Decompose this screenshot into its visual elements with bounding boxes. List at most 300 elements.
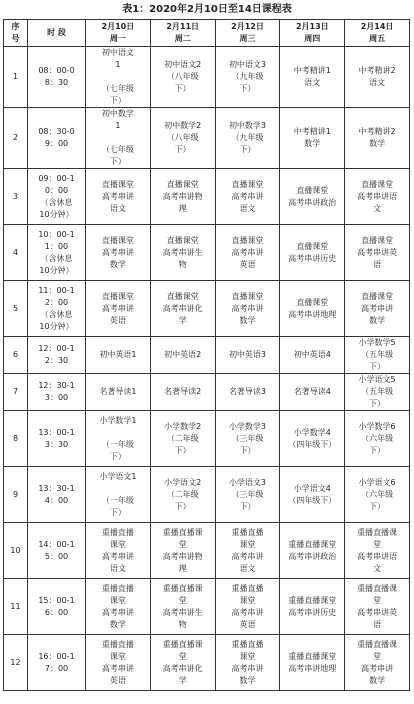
header-no (4, 20, 28, 47)
course-line (88, 483, 148, 495)
time-slot-line: 10：00-1 (38, 229, 75, 239)
course-line: 直播课堂 (361, 235, 394, 245)
table-row (4, 337, 410, 374)
course-line: 下） (174, 501, 191, 511)
course-line: 名著导读2 (164, 387, 202, 396)
course-line: 数学 (304, 139, 321, 148)
course-cell (280, 169, 345, 225)
course-line: 小学语文1 (99, 471, 137, 481)
course-line: 下） (369, 362, 386, 371)
time-slot-line: 13：00-1 (38, 427, 75, 437)
time-slot-line: （含休息 (40, 309, 73, 319)
course-line: 重播直播课 (357, 527, 398, 537)
course-line: 下） (174, 445, 191, 455)
header-day (280, 20, 345, 47)
course-line: 下） (174, 84, 191, 93)
course-cell (280, 225, 345, 281)
course-cell (345, 169, 410, 225)
course-line: 名著导读3 (228, 387, 267, 396)
course-line: 高考串讲 (101, 607, 134, 617)
time-slot-line: 5：00 (44, 551, 69, 561)
course-line: （六年级 (361, 433, 394, 443)
course-line: 初中语文2 (164, 60, 202, 69)
course-line: 重播直播 (101, 583, 134, 593)
course-cell (280, 523, 345, 579)
course-line: 高考串讲 (101, 247, 134, 257)
course-line: 中考精讲1 (293, 66, 331, 75)
course-cell (215, 374, 280, 411)
course-line: 语 (373, 619, 382, 629)
course-cell (86, 281, 151, 337)
row-number: 2 (4, 108, 28, 169)
course-line: 堂 (178, 595, 187, 605)
table-row (4, 635, 410, 691)
time-slot-line: 08：30-0 (38, 127, 75, 136)
time-slot (28, 225, 86, 281)
course-line: 堂 (373, 539, 382, 549)
course-line: 数学 (369, 675, 386, 685)
course-cell (86, 169, 151, 225)
course-line: 语文 (109, 203, 126, 213)
course-line: 下） (369, 399, 386, 408)
course-line: 重播直播 (231, 527, 264, 537)
time-slot-line: 13：30-1 (38, 483, 75, 493)
course-line: 堂 (178, 539, 187, 549)
course-cell (150, 635, 215, 691)
course-line: 高考串讲 (101, 663, 134, 673)
course-cell (215, 635, 280, 691)
header-date: 2月10日 (101, 22, 135, 31)
course-line: （四年级下） (288, 439, 337, 449)
course-line: 重播直播课 (162, 527, 203, 537)
course-cell (215, 579, 280, 635)
course-cell (86, 523, 151, 579)
course-line: （三年级 (231, 489, 264, 499)
header-no-line: 号 (11, 34, 20, 43)
row-number: 5 (4, 281, 28, 337)
course-line: 直播课堂 (166, 179, 199, 189)
header-time-label: 时 段 (47, 28, 66, 37)
course-cell (150, 337, 215, 374)
table-title: 表1：2020年2月10日至14日课程表 (122, 4, 292, 15)
course-line: 初中英语2 (164, 350, 202, 359)
time-slot-line: 6：00 (44, 607, 69, 617)
header-day (86, 20, 151, 47)
time-slot (28, 281, 86, 337)
course-cell (345, 635, 410, 691)
row-number: 6 (4, 337, 28, 374)
time-slot (28, 169, 86, 225)
course-cell (86, 108, 151, 169)
course-line: 课堂 (109, 651, 126, 661)
course-line: 下） (239, 84, 256, 93)
course-line: 直播课堂 (296, 297, 329, 307)
course-line: 下） (109, 157, 126, 166)
course-line: 直播课堂 (231, 291, 264, 301)
course-cell (345, 225, 410, 281)
course-line: （一年级 (101, 495, 134, 505)
course-line: 高考串讲 (361, 663, 394, 673)
course-line: 高考串讲化 (162, 303, 203, 313)
course-line: 高考串讲 (231, 191, 264, 201)
course-line: 初中语文 (101, 48, 134, 57)
course-line (88, 132, 148, 144)
course-line: 下） (239, 445, 256, 455)
course-cell (86, 467, 151, 523)
course-cell (345, 337, 410, 374)
course-line: （二年级 (166, 489, 199, 499)
time-slot-line: 14：00-1 (38, 539, 75, 549)
header-weekday: 周五 (369, 34, 386, 43)
course-cell (150, 374, 215, 411)
course-line: 高考串讲 (101, 551, 134, 561)
time-slot (28, 374, 86, 411)
time-slot-line: 11：00-1 (38, 285, 75, 295)
course-line: 高考串讲 (231, 551, 264, 561)
course-cell (215, 281, 280, 337)
course-cell (150, 281, 215, 337)
course-line: 高考串讲历史 (288, 253, 337, 263)
course-line: 理 (178, 563, 187, 573)
course-line: （二年级 (166, 433, 199, 443)
table-row (4, 225, 410, 281)
course-line: 小学语文5 (358, 375, 396, 384)
course-line: 学 (178, 315, 187, 325)
course-line: 语文 (239, 203, 256, 213)
course-line: 高考串讲生 (162, 247, 203, 257)
course-line: 课堂 (239, 651, 256, 661)
course-line: 重播直播课堂 (288, 595, 337, 605)
time-slot-line: 10分钟） (39, 321, 74, 331)
row-number: 8 (4, 411, 28, 467)
course-line: 下） (109, 96, 126, 105)
course-cell (280, 47, 345, 108)
course-cell (280, 374, 345, 411)
course-line: 高考串讲英 (357, 607, 398, 617)
course-cell (280, 411, 345, 467)
course-line: 高考串讲生 (162, 607, 203, 617)
schedule-body (4, 47, 410, 691)
course-line: （八年级 (166, 133, 199, 142)
header-weekday: 周一 (109, 34, 126, 43)
course-line: 小学数学2 (164, 421, 202, 431)
course-line: 重播直播课 (357, 583, 398, 593)
time-slot (28, 635, 86, 691)
course-cell (215, 467, 280, 523)
row-number: 4 (4, 225, 28, 281)
course-line: 高考串讲化 (162, 663, 203, 673)
course-line: 课堂 (109, 595, 126, 605)
course-line: 英语 (239, 619, 256, 629)
course-line: 高考串讲历史 (288, 607, 337, 617)
course-cell (150, 108, 215, 169)
course-line: 下） (109, 451, 126, 461)
course-line: 下） (109, 507, 126, 517)
time-slot-line: 10分钟） (39, 209, 74, 219)
course-line: 重播直播课 (162, 639, 203, 649)
time-slot-line: 08：00-0 (38, 66, 75, 75)
course-line: 物 (178, 259, 187, 269)
course-line: 堂 (178, 651, 187, 661)
course-line: 小学语文3 (228, 477, 267, 487)
header-weekday: 周三 (239, 34, 256, 43)
course-line: 重播直播课堂 (288, 651, 337, 661)
course-line: 数学 (109, 259, 126, 269)
table-row (4, 374, 410, 411)
course-cell (215, 169, 280, 225)
course-line: 高考串讲物 (162, 191, 203, 201)
course-line: 高考串讲语 (357, 551, 398, 561)
course-line: 英语 (109, 315, 126, 325)
time-slot-line: 3：30 (44, 439, 69, 449)
course-line: 直播课堂 (101, 235, 134, 245)
course-line: 语 (373, 259, 382, 269)
course-line: 数学 (369, 315, 386, 325)
course-cell (345, 374, 410, 411)
course-cell (345, 108, 410, 169)
course-line: 小学数学1 (99, 415, 137, 425)
header-day (215, 20, 280, 47)
course-cell (215, 523, 280, 579)
course-line: （八年级 (166, 72, 199, 81)
schedule-table (3, 19, 410, 691)
course-line: 直播课堂 (296, 185, 329, 195)
row-number: 10 (4, 523, 28, 579)
course-line: 重播直播课 (162, 583, 203, 593)
course-line: 重播直播 (101, 639, 134, 649)
header-day (150, 20, 215, 47)
header-row (4, 20, 410, 47)
course-line: 高考串讲语 (357, 191, 398, 201)
course-line: 高考串讲物 (162, 551, 203, 561)
course-cell (150, 169, 215, 225)
course-line: （九年级 (231, 72, 264, 81)
course-line: 理 (178, 203, 187, 213)
course-line: 直播课堂 (166, 291, 199, 301)
course-cell (86, 579, 151, 635)
course-line: 直播课堂 (101, 179, 134, 189)
course-line: 重播直播课 (357, 639, 398, 649)
course-line: （九年级 (231, 133, 264, 142)
table-row (4, 411, 410, 467)
row-number: 12 (4, 635, 28, 691)
course-line: （三年级 (231, 433, 264, 443)
row-number: 3 (4, 169, 28, 225)
course-line: 高考串讲 (231, 303, 264, 313)
table-row (4, 108, 410, 169)
course-cell (86, 225, 151, 281)
course-line: 下） (369, 445, 386, 455)
time-slot-line: 12：30-1 (38, 381, 75, 390)
row-number: 9 (4, 467, 28, 523)
course-line: 高考串讲 (231, 607, 264, 617)
course-cell (345, 47, 410, 108)
time-slot-line: 10分钟） (39, 265, 74, 275)
course-cell (150, 47, 215, 108)
course-line: 数学 (239, 675, 256, 685)
time-slot (28, 337, 86, 374)
course-line (88, 71, 148, 83)
course-line: 堂 (373, 595, 382, 605)
course-cell (86, 635, 151, 691)
course-line: 高考串讲政治 (288, 197, 337, 207)
course-line: （七年级 (101, 145, 134, 154)
time-slot (28, 47, 86, 108)
course-line: 小学语文2 (164, 477, 202, 487)
course-cell (215, 225, 280, 281)
course-cell (345, 523, 410, 579)
time-slot (28, 467, 86, 523)
table-row (4, 579, 410, 635)
course-line: 高考串讲 (361, 303, 394, 313)
header-day (345, 20, 410, 47)
header-no-line: 序 (11, 22, 20, 31)
row-number: 11 (4, 579, 28, 635)
course-line: 中考精讲1 (293, 127, 331, 136)
course-cell (86, 374, 151, 411)
table-row (4, 281, 410, 337)
course-line: 语文 (304, 78, 321, 87)
time-slot-line: 0：00 (44, 185, 69, 195)
course-line: 下） (239, 501, 256, 511)
time-slot-line: 7：00 (44, 663, 69, 673)
course-line: 数学 (109, 619, 126, 629)
course-line: 直播课堂 (166, 235, 199, 245)
course-line: （六年级 (361, 489, 394, 499)
time-slot-line: 1：00 (44, 241, 69, 251)
course-line: 学 (178, 675, 187, 685)
time-slot-line: 8：30 (44, 78, 69, 87)
course-line: 语文 (109, 563, 126, 573)
course-line: （四年级下） (288, 495, 337, 505)
time-slot-line: 9：00 (44, 139, 69, 148)
course-line: 堂 (373, 651, 382, 661)
course-cell (150, 411, 215, 467)
course-line: 直播课堂 (101, 291, 134, 301)
course-cell (280, 467, 345, 523)
course-line: 初中英语4 (293, 350, 331, 359)
course-line: 小学数学3 (228, 421, 267, 431)
course-line: 英语 (109, 675, 126, 685)
time-slot (28, 579, 86, 635)
course-line: 初中语文3 (228, 60, 267, 69)
table-row (4, 467, 410, 523)
course-cell (215, 108, 280, 169)
course-line: 高考串讲地理 (288, 663, 337, 673)
header-date: 2月13日 (295, 22, 329, 31)
time-slot (28, 523, 86, 579)
course-line: （五年级 (361, 387, 394, 396)
course-line: 高考串讲 (101, 303, 134, 313)
course-line: 文 (373, 563, 382, 573)
course-cell (150, 523, 215, 579)
table-row (4, 47, 410, 108)
header-date: 2月12日 (231, 22, 264, 31)
course-line: 中考精讲2 (358, 66, 396, 75)
course-line: 直播课堂 (231, 235, 264, 245)
course-line: 初中英语1 (99, 350, 137, 359)
course-line: （七年级 (101, 84, 134, 93)
course-line: 小学数学5 (358, 338, 396, 347)
header-weekday: 周四 (304, 34, 321, 43)
course-line: 中考精讲2 (358, 127, 396, 136)
course-line (88, 427, 148, 439)
course-line: 高考串讲 (101, 191, 134, 201)
header-weekday: 周二 (174, 34, 191, 43)
time-slot-line: 3：00 (44, 393, 69, 402)
table-row (4, 523, 410, 579)
course-line: 初中英语3 (228, 350, 267, 359)
course-cell (86, 337, 151, 374)
time-slot (28, 108, 86, 169)
course-cell (215, 47, 280, 108)
course-line: 名著导读1 (99, 387, 137, 396)
course-cell (280, 337, 345, 374)
course-line: 小学语文6 (358, 477, 396, 487)
course-line: 高考串讲政治 (288, 551, 337, 561)
course-line: 高考串讲英 (357, 247, 398, 257)
course-line: 直播课堂 (231, 179, 264, 189)
row-number: 1 (4, 47, 28, 108)
course-cell (345, 281, 410, 337)
course-line: 小学语文4 (293, 483, 331, 493)
course-line: 重播直播 (231, 583, 264, 593)
course-line: 数学 (239, 315, 256, 325)
time-slot-line: 2：30 (44, 356, 69, 365)
course-cell (280, 579, 345, 635)
table-row (4, 169, 410, 225)
time-slot-line: 4：00 (44, 495, 69, 505)
time-slot-line: （含休息 (40, 253, 73, 263)
course-line: 重播直播 (231, 639, 264, 649)
header-date: 2月11日 (166, 22, 200, 31)
header-date: 2月14日 (360, 22, 394, 31)
course-line: 1 (115, 60, 121, 69)
course-cell (150, 467, 215, 523)
course-line: 文 (373, 203, 382, 213)
course-cell (280, 108, 345, 169)
time-slot (28, 411, 86, 467)
row-number: 7 (4, 374, 28, 411)
course-cell (280, 635, 345, 691)
time-slot-line: 2：00 (44, 297, 69, 307)
time-slot-line: 15：00-1 (38, 595, 75, 605)
course-line: 直播课堂 (361, 291, 394, 301)
course-cell (215, 337, 280, 374)
course-line: 高考串讲 (231, 247, 264, 257)
course-line: 小学数学6 (358, 421, 396, 431)
course-line: 初中数学 (101, 109, 134, 118)
course-cell (345, 411, 410, 467)
course-cell (345, 467, 410, 523)
course-cell (215, 411, 280, 467)
course-line: 语文 (239, 563, 256, 573)
course-line: 高考串讲 (231, 663, 264, 673)
course-line: 下） (174, 145, 191, 154)
course-cell (86, 411, 151, 467)
course-line: 语文 (369, 78, 386, 87)
course-line: 初中数学2 (164, 121, 202, 130)
header-time (28, 20, 86, 47)
time-slot-line: 16：00-1 (38, 651, 75, 661)
course-line: 下） (369, 501, 386, 511)
time-slot-line: 12：00-1 (38, 344, 75, 353)
course-line: 课堂 (239, 595, 256, 605)
time-slot-line: 09：00-1 (38, 173, 75, 183)
course-cell (280, 281, 345, 337)
course-line: 直播课堂 (361, 179, 394, 189)
time-slot-line: （含休息 (40, 197, 73, 207)
